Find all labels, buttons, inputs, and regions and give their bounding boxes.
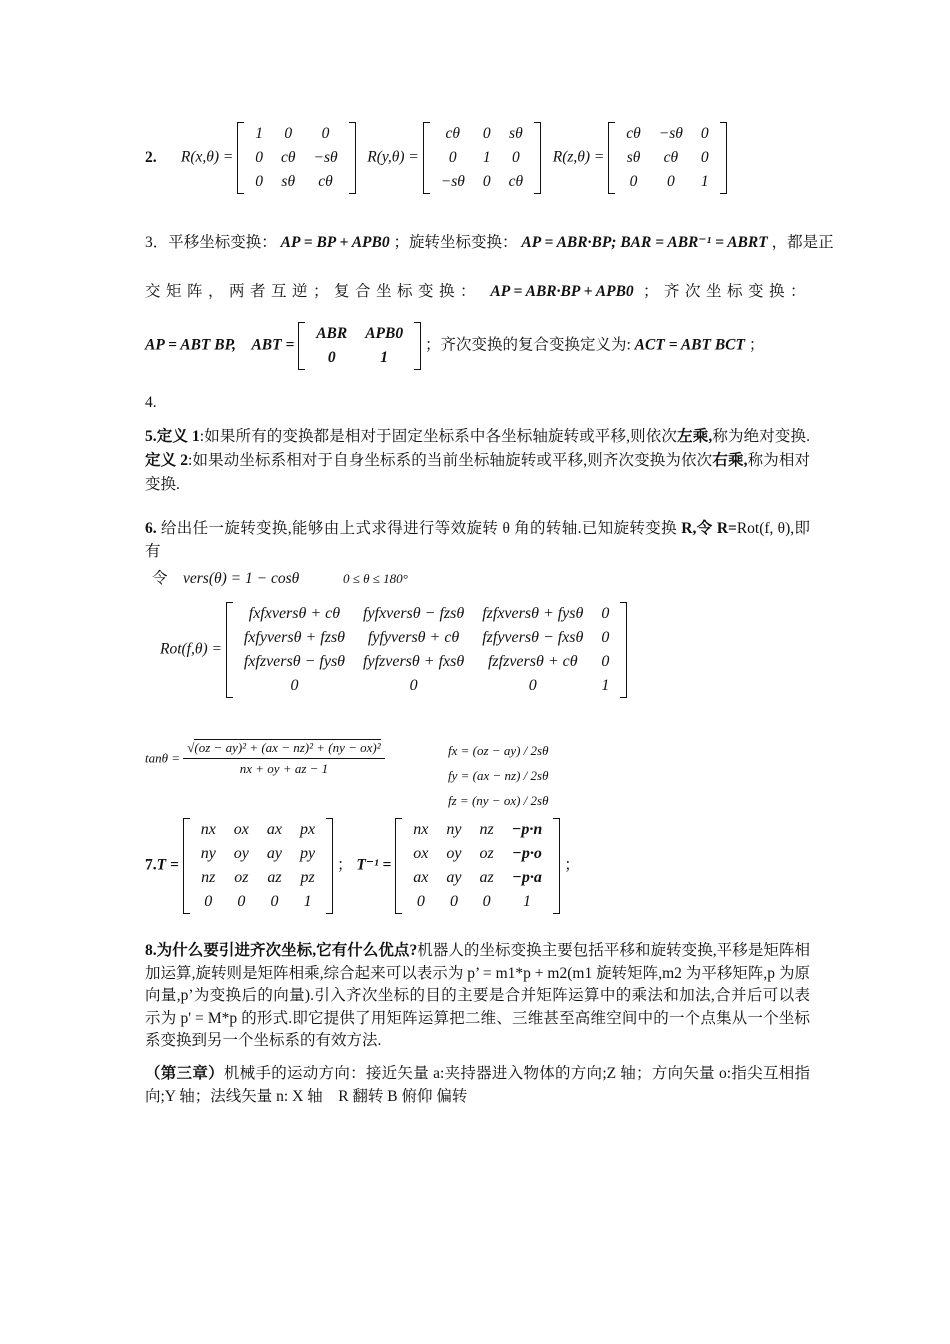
- f-components: [448, 738, 548, 813]
- item7-row: [145, 818, 580, 914]
- item7-end: ；: [564, 856, 580, 874]
- vers-row: [152, 566, 408, 588]
- theta-range: 0 ≤ θ ≤ 180°: [342, 571, 408, 586]
- item6-paragraph: [145, 518, 810, 563]
- ry-lhs: R(y,θ) =: [367, 148, 419, 166]
- right-mult: 右乘,: [712, 452, 748, 469]
- item5-paragraph: [145, 425, 810, 497]
- item4-label: 4.: [145, 394, 157, 411]
- rx-lhs: R(x,θ) =: [180, 148, 234, 166]
- let-label: 令: [152, 570, 168, 587]
- rot-lhs: Rot(f,θ) =: [160, 640, 222, 658]
- rz-matrix: cθ −sθ 0 sθ cθ 0 0 0 1: [608, 122, 726, 194]
- item3-intro: 3．平移坐标变换：: [145, 234, 277, 251]
- tan-denominator: nx + oy + az − 1: [239, 761, 329, 776]
- item3-line2: [145, 279, 811, 301]
- tinv-matrix: nx ny nz −p·n ox oy oz −p·o ax ay az −p·a 0 0 0 1: [395, 818, 560, 914]
- composite-def: ；齐次变换的复合变换定义为:: [424, 336, 631, 354]
- fz-eq: fz = (ny − ox) / 2sθ: [448, 793, 549, 808]
- t-matrix: nx ox ax px ny oy ay py nz oz az pz 0 0 0 1: [183, 818, 333, 914]
- homog-t-matrix: ABR APB0 0 1: [298, 322, 421, 370]
- tinv-lhs: T⁻¹ =: [356, 856, 392, 874]
- rot-row: [160, 602, 627, 698]
- item6-text: 给出任一旋转变换,能够由上式求得进行等效旋转 θ 角的转轴.已知旋转变换: [160, 520, 678, 537]
- def1-end: 称为绝对变换.: [712, 428, 810, 445]
- rot-matrix: fxfxversθ + cθ fyfxversθ − fzsθ fzfxversθ + fysθ 0 fxfyversθ + fzsθ fyfyversθ + cθ fzfyversθ − fxsθ 0 fxfzversθ − fysθ fyfzversθ + fxsθ fzfzversθ + cθ 0 0 0 0 1: [226, 602, 628, 698]
- chapter3-label: （第三章）: [145, 1065, 224, 1082]
- def2-text: :如果动坐标系相对于自身坐标系的当前坐标轴旋转或平移,则齐次变换为依次: [188, 452, 713, 469]
- ry-matrix: cθ 0 sθ 0 1 0 −sθ 0 cθ: [423, 122, 541, 194]
- tan-formula: tanθ = $\frac{\text{√(oz − ay)² + (ax − nz)² + (ny − ox)²}}{nx + oy + az - 1}$: [145, 740, 385, 777]
- item6-rot-tail: Rot(f, θ),即有: [145, 520, 811, 560]
- rotate-eq: AP = ABR·BP; BAR = ABR⁻¹ = ABRT: [521, 234, 768, 251]
- rx-matrix: 1 0 0 0 cθ −sθ 0 sθ cθ: [237, 122, 355, 194]
- item7-label: 7.: [145, 856, 157, 874]
- item8-paragraph: [145, 940, 810, 1053]
- composite-def-eq: ACT = ABT BCT: [634, 336, 745, 354]
- fy-eq: fy = (ax − nz) / 2sθ: [448, 768, 549, 783]
- tan-numerator: (oz − ay)² + (ax − nz)² + (ny − ox)²: [194, 740, 381, 755]
- rz-lhs: R(z,θ) =: [552, 148, 605, 166]
- item2-label: 2.: [145, 148, 157, 166]
- item3-line3: [145, 322, 764, 370]
- homog-t-lhs: ABT =: [251, 336, 295, 354]
- chapter3-paragraph: [145, 1063, 810, 1108]
- def2-end: 称为相对变换.: [145, 452, 810, 493]
- item3-line2-text: 交矩阵，两者互逆；复合坐标变换：: [145, 283, 482, 300]
- homog-label: ；齐次坐标变换：: [643, 283, 812, 300]
- rotate-label: ；旋转坐标变换：: [393, 234, 518, 251]
- item7-sep: ；: [337, 856, 353, 874]
- chapter3-text: 机械手的运动方向：接近矢量 a:夹持器进入物体的方向;Z 轴；方向矢量 o:指尖互相指向;Y 轴；法线矢量 n: X 轴: [145, 1065, 810, 1105]
- fx-eq: fx = (oz − ay) / 2sθ: [448, 743, 549, 758]
- item8-answer: 机器人的坐标变换主要包括平移和旋转变换,平移是矩阵相加运算,旋转则是矩阵相乘,综合起来可以表示为 p’ = m1*p + m2(m1 旋转矩阵,m2 为平移矩阵,p 为原向量,p’为变换后的向量).引入齐次坐标的目的主要是合并矩阵运算中的乘法和加法,合并后可以表示为 p' = M*p 的形式.即它提供了用矩阵运算把二维、三维甚至高维空间中的一个点集从一个坐标系变换到另一个坐标系的有效方法.: [145, 942, 810, 1049]
- left-mult: 左乘,: [677, 428, 713, 445]
- def1-text: :如果所有的变换都是相对于固定坐标系中各坐标轴旋转或平移,则依次: [199, 428, 678, 445]
- homog-eq: AP = ABT BP,: [145, 336, 236, 354]
- t-lhs: T =: [156, 856, 179, 874]
- translate-eq: AP = BP + APB0: [280, 234, 390, 251]
- chapter3-tail: R 翻转 B 俯仰 偏转: [338, 1087, 468, 1105]
- tan-lhs: tanθ =: [145, 750, 181, 766]
- item3-line1: [145, 230, 834, 252]
- item8-question: 8.为什么要引进齐次坐标,它有什么优点?: [145, 942, 418, 959]
- item6-bold-r: R,令 R=: [681, 520, 737, 537]
- vers-eq: vers(θ) = 1 − cosθ: [183, 570, 300, 587]
- item2-row: [145, 122, 727, 194]
- def2-label: 定义 2: [145, 452, 189, 469]
- composite-eq: AP = ABR·BP + APB0: [490, 283, 634, 300]
- item3-end: ；: [748, 336, 765, 354]
- item6-label: 6.: [145, 520, 157, 537]
- item5-label: 5.定义 1: [145, 428, 200, 445]
- orth-note: ，都是正: [771, 234, 834, 251]
